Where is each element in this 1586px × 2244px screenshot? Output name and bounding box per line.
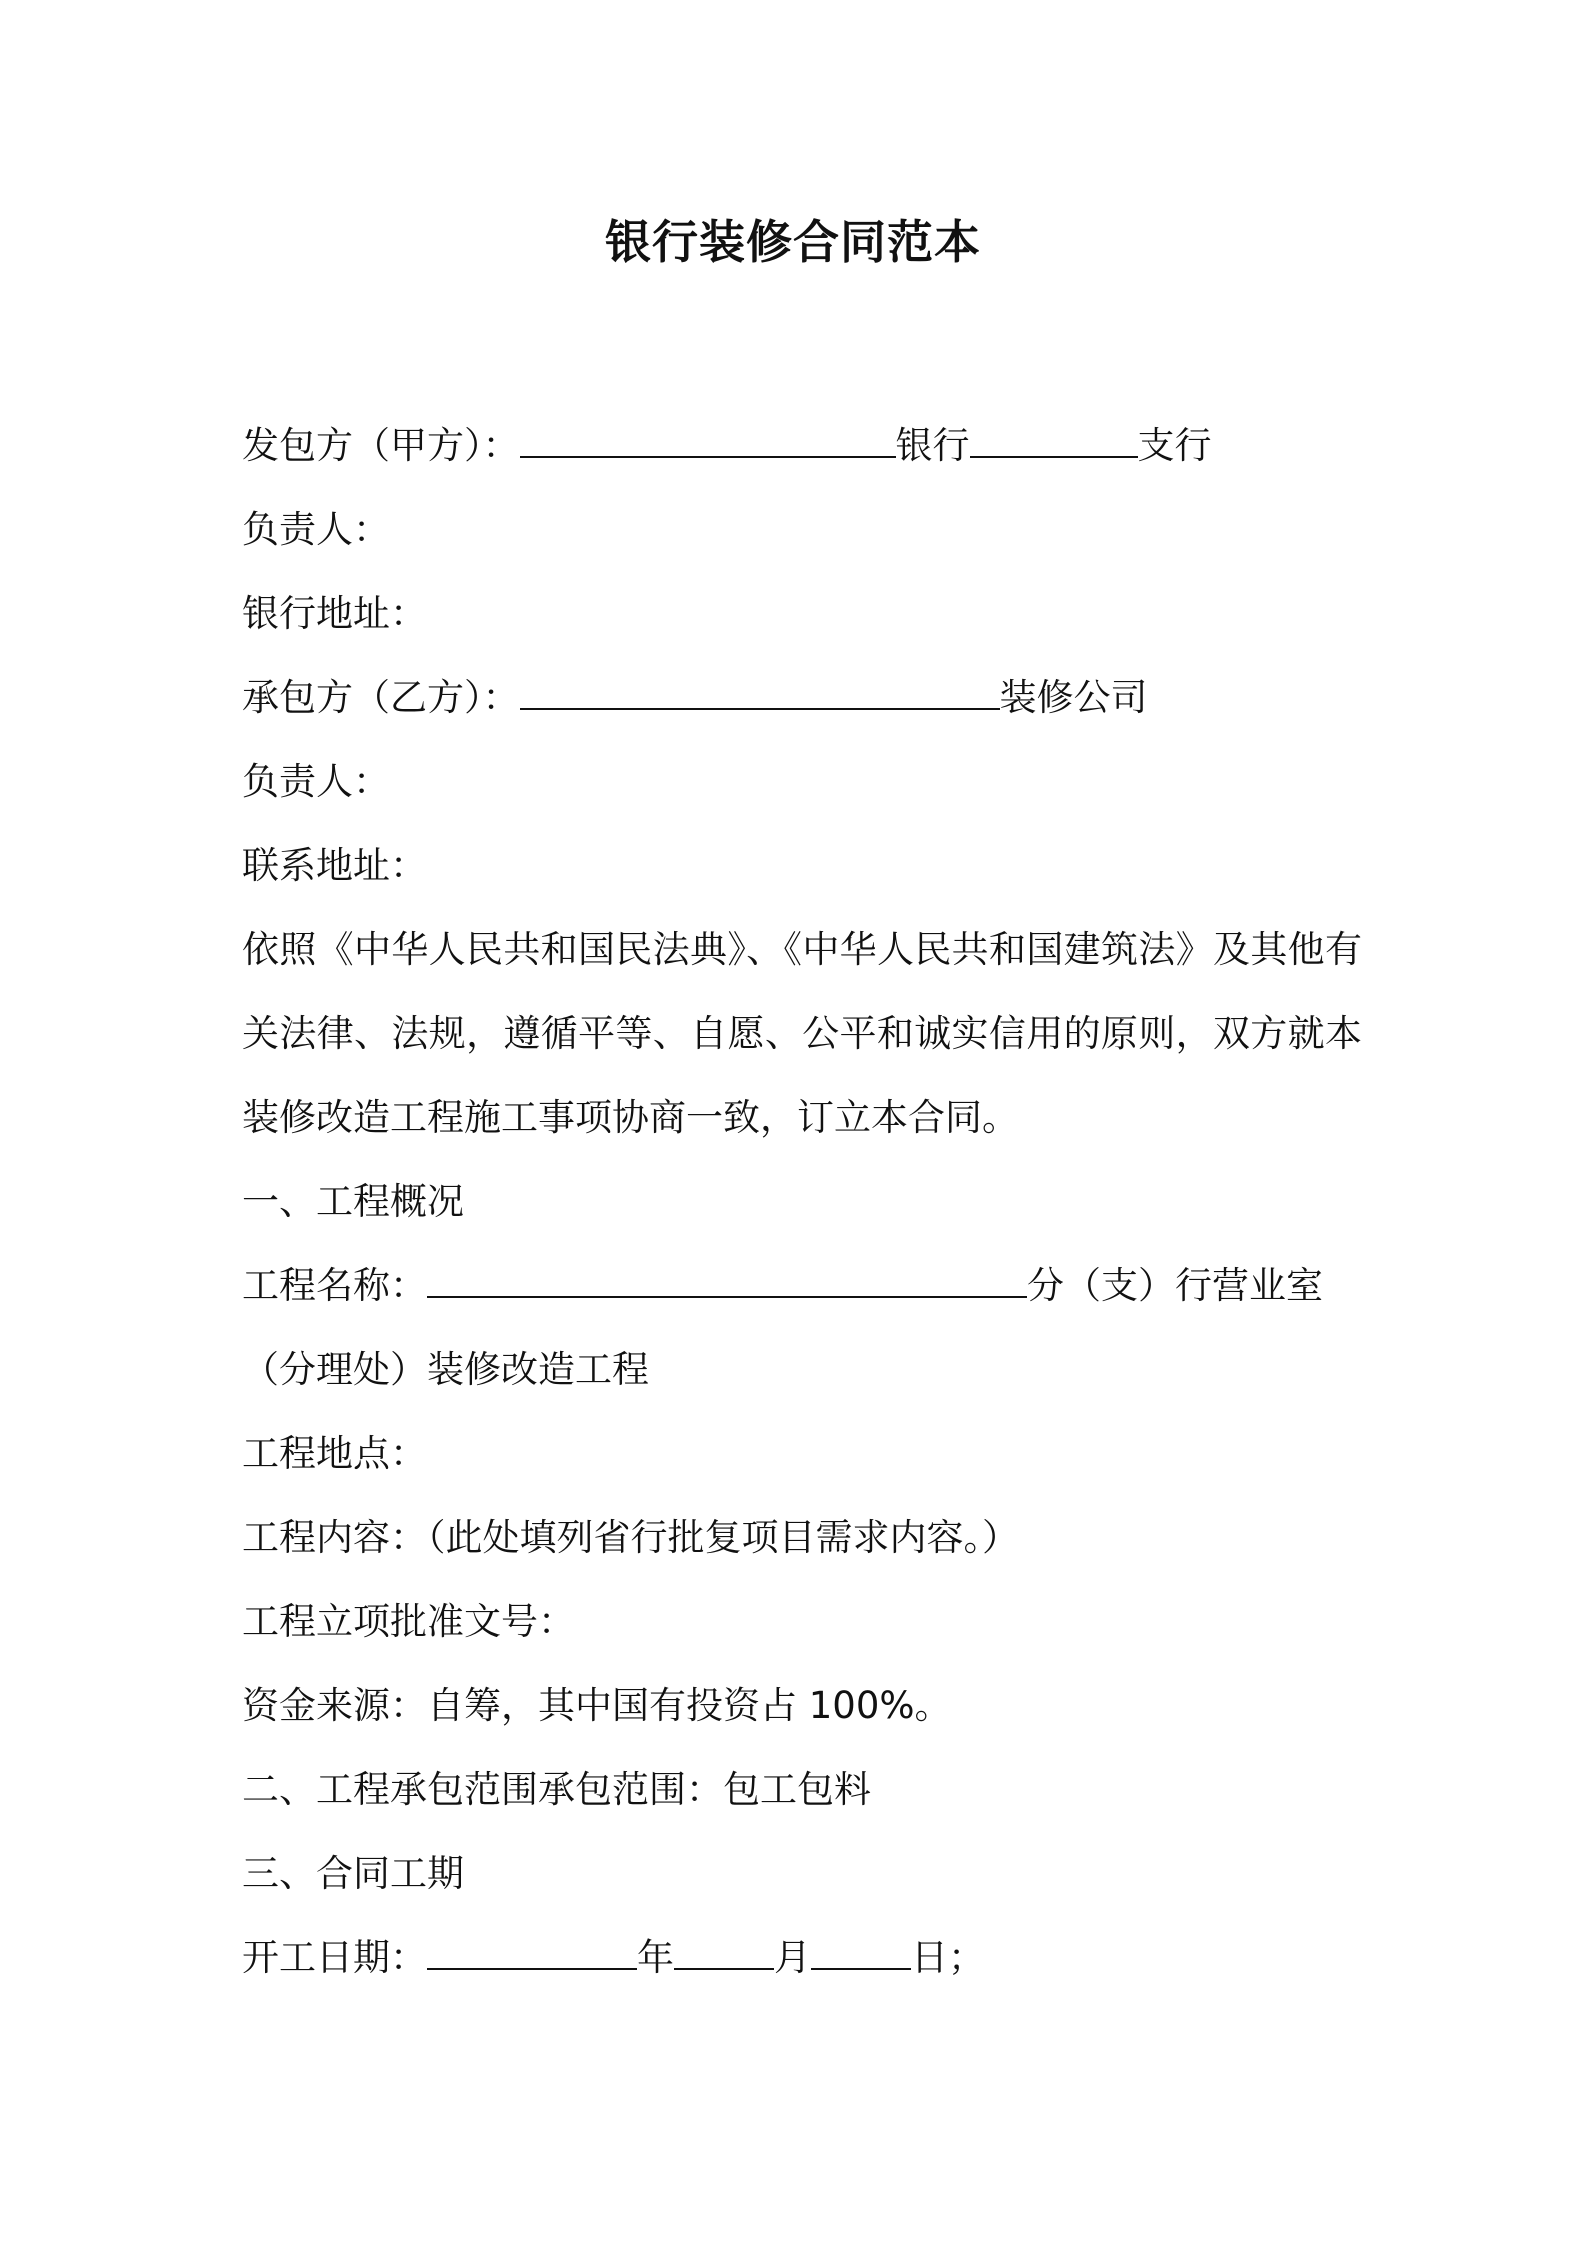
- party-a-branch-blank: [970, 422, 1138, 458]
- start-day-blank: [811, 1934, 911, 1970]
- party-b-company-blank: [520, 674, 1000, 710]
- party-a-line: [242, 404, 1362, 488]
- project-name-line: [242, 1244, 1362, 1328]
- project-location: 工程地点：: [242, 1432, 427, 1475]
- project-content: 工程内容：（此处填列省行批复项目需求内容。）: [242, 1516, 1019, 1559]
- party-b-address: 联系地址：: [242, 844, 427, 887]
- party-a-responsible: 负责人：: [242, 508, 390, 551]
- funding-source: 资金来源：自筹，其中国有投资占 100%。: [242, 1684, 952, 1727]
- party-a-bank-suffix: 银行: [895, 424, 970, 467]
- party-a-address: 银行地址：: [242, 592, 427, 635]
- party-b-line: [242, 656, 1362, 740]
- project-name-label: 工程名称：: [242, 1264, 427, 1307]
- document-title: 银行装修合同范本: [605, 215, 981, 269]
- month-label: 月: [774, 1936, 811, 1979]
- section3-heading: 三、合同工期: [242, 1852, 464, 1895]
- section2-line: 二、工程承包范围承包范围：包工包料: [242, 1768, 871, 1811]
- year-label: 年: [637, 1936, 674, 1979]
- start-month-blank: [674, 1934, 774, 1970]
- start-date-line: [242, 1916, 1362, 2000]
- document-body: [242, 404, 1362, 2000]
- party-a-label: 发包方（甲方）：: [242, 424, 520, 467]
- start-year-blank: [427, 1934, 637, 1970]
- party-b-responsible: 负责人：: [242, 760, 390, 803]
- party-a-bank-blank: [520, 422, 896, 458]
- preamble-paragraph: 依照《中华人民共和国民法典》、《中华人民共和国建筑法》及其他有关法律、法规，遵循平等、自愿、公平和诚实信用的原则，双方就本装修改造工程施工事项协商一致，订立本合同。: [242, 928, 1362, 1139]
- section1-heading: 一、工程概况: [242, 1180, 464, 1223]
- project-name-blank: [427, 1262, 1027, 1298]
- day-label: 日；: [911, 1936, 985, 1979]
- party-b-label: 承包方（乙方）：: [242, 676, 520, 719]
- party-a-branch-suffix: 支行: [1137, 424, 1212, 467]
- party-b-company-suffix: 装修公司: [999, 676, 1148, 719]
- start-date-label: 开工日期：: [242, 1936, 427, 1979]
- project-name-suffix: 分（支）行营业室: [1027, 1264, 1323, 1307]
- project-name-continuation: （分理处）装修改造工程: [242, 1348, 649, 1391]
- project-approval-number: 工程立项批准文号：: [242, 1600, 575, 1643]
